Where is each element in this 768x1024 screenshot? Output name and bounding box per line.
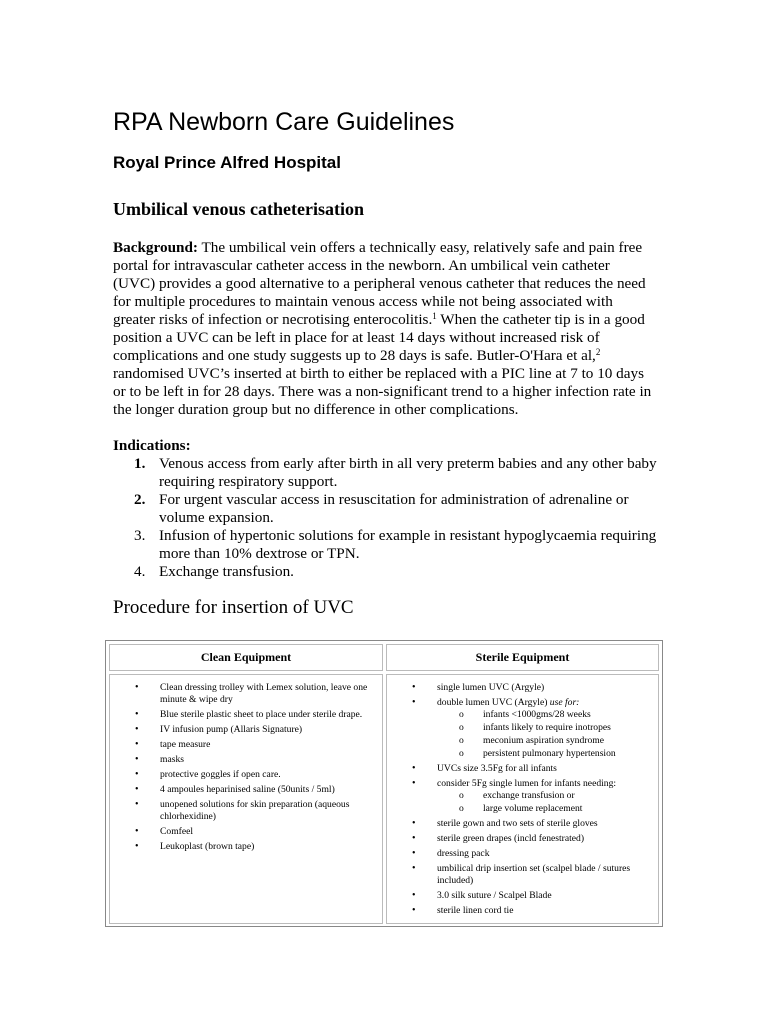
sub-list-item: o infants <1000gms/28 weeks — [459, 709, 591, 720]
page-title: RPA Newborn Care Guidelines — [113, 108, 455, 136]
reference-1: 1 — [432, 311, 437, 321]
list-item: • sterile green drapes (incld fenestrated) — [412, 833, 585, 844]
indication-number: 3. — [134, 527, 146, 544]
bullet-icon: • — [412, 778, 416, 789]
bullet-icon: • — [135, 784, 139, 795]
reference-2: 2 — [595, 347, 601, 357]
bullet-icon: • — [412, 848, 416, 859]
bullet-icon: • — [135, 739, 139, 750]
indication-number: 1. — [134, 455, 146, 472]
circle-bullet-icon: o — [459, 803, 464, 814]
indication-text: Infusion of hypertonic solutions for example in resistant hypoglycaemia requiring more than 10% dextrose or TPN. — [159, 527, 657, 562]
list-item: • 4 ampoules heparinised saline (50units / 5ml) — [135, 784, 335, 795]
sub-list-item: o infants likely to require inotropes — [459, 722, 611, 733]
list-item: • unopened solutions for skin preparation (aqueous chlorhexidine) — [135, 799, 350, 822]
bullet-icon: • — [412, 682, 416, 693]
indication-item — [113, 527, 658, 563]
sub-list-item: o large volume replacement — [459, 803, 583, 814]
sub-list-item: o meconium aspiration syndrome — [459, 735, 604, 746]
bullet-icon: • — [412, 833, 416, 844]
list-item: • sterile linen cord tie — [412, 905, 514, 916]
hospital-name: Royal Prince Alfred Hospital — [113, 153, 341, 172]
clean-equipment-list — [110, 682, 372, 856]
bullet-icon: • — [412, 905, 416, 916]
list-item: • protective goggles if open care. — [135, 769, 281, 780]
bullet-icon: • — [135, 754, 139, 765]
list-item: • Clean dressing trolley with Lemex solution, leave one minute & wipe dry — [135, 682, 368, 705]
indication-number: 4. — [134, 563, 146, 580]
list-item: • Leukoplast (brown tape) — [135, 841, 255, 852]
list-item: • UVCs size 3.5Fg for all infants — [412, 763, 557, 774]
list-item: • sterile gown and two sets of sterile gloves — [412, 818, 598, 829]
bullet-icon: • — [412, 697, 416, 708]
background-text-2: When the catheter tip is in a good position a UVC can be left in place for at least 14 days without increased risk of complications and one study suggests up to 28 days is safe. Butler-O'Hara et al, — [113, 311, 645, 364]
equipment-table — [105, 640, 663, 927]
sub-list — [437, 709, 649, 760]
bullet-icon: • — [135, 826, 139, 837]
clean-equipment-header: Clean Equipment — [109, 644, 383, 671]
sub-list — [437, 790, 649, 815]
background-label: Background: — [113, 239, 198, 256]
sterile-equipment-header: Sterile Equipment — [386, 644, 659, 671]
bullet-icon: • — [412, 890, 416, 901]
list-item: • Comfeel — [135, 826, 194, 837]
circle-bullet-icon: o — [459, 735, 464, 746]
list-item: • IV infusion pump (Allaris Signature) — [135, 724, 303, 735]
indication-item — [113, 491, 658, 527]
bullet-icon: • — [412, 863, 416, 874]
list-item: • umbilical drip insertion set (scalpel blade / sutures included) — [412, 863, 631, 886]
indication-number: 2. — [134, 491, 146, 508]
bullet-icon: • — [412, 763, 416, 774]
clean-equipment-cell — [109, 674, 383, 924]
sterile-equipment-cell — [386, 674, 659, 924]
bullet-icon: • — [135, 769, 139, 780]
list-item: • masks — [135, 754, 184, 765]
bullet-icon: • — [135, 841, 139, 852]
bullet-icon: • — [135, 682, 139, 693]
procedure-heading: Procedure for insertion of UVC — [113, 597, 354, 618]
indication-item — [113, 455, 658, 491]
section-title: Umbilical venous catheterisation — [113, 199, 364, 219]
list-item: • double lumen UVC (Argyle) use for: o infants <1000gms/28 weeks o infants likely to require inotropes o meconium aspiration syndrome o persistent pulmonary hypertension — [387, 697, 649, 760]
bullet-icon: • — [412, 818, 416, 829]
sterile-equipment-list — [387, 682, 649, 920]
sub-list-item: o persistent pulmonary hypertension — [459, 748, 616, 759]
list-item: • 3.0 silk suture / Scalpel Blade — [412, 890, 552, 901]
indications-list — [113, 455, 658, 581]
sub-list-item: o exchange transfusion or — [459, 790, 575, 801]
circle-bullet-icon: o — [459, 748, 464, 759]
indication-text: For urgent vascular access in resuscitation for administration of adrenaline or volume expansion. — [159, 491, 629, 526]
list-item: • consider 5Fg single lumen for infants needing: o exchange transfusion or o large volume replacement — [387, 778, 649, 815]
circle-bullet-icon: o — [459, 790, 464, 801]
indication-text: Exchange transfusion. — [159, 563, 294, 580]
list-item: • Blue sterile plastic sheet to place under sterile drape. — [135, 709, 363, 720]
circle-bullet-icon: o — [459, 722, 464, 733]
list-item: • single lumen UVC (Argyle) — [412, 682, 545, 693]
indications-heading: Indications: — [113, 437, 191, 454]
list-item: • tape measure — [135, 739, 211, 750]
list-item: • dressing pack — [412, 848, 490, 859]
bullet-icon: • — [135, 724, 139, 735]
background-text-1: The umbilical vein offers a technically easy, relatively safe and pain free portal for intravascular catheter access in the newborn. An umbilical vein catheter (UVC) provides a good alternative to a peripheral venous catheter that reduces the need for multiple procedures to maintain venous access while not being associated with greater risks of infection or necrotising enterocolitis. — [113, 239, 646, 328]
indication-text: Venous access from early after birth in all very preterm babies and any other baby requiring respiratory support. — [159, 455, 657, 490]
background-paragraph — [113, 239, 655, 419]
circle-bullet-icon: o — [459, 709, 464, 720]
bullet-icon: • — [135, 799, 139, 810]
background-text-3: randomised UVC’s inserted at birth to either be replaced with a PIC line at 7 to 10 days or to be left in for 28 days. There was a non-significant trend to a higher infection rate in the longer duration group but no difference in other complications. — [113, 365, 652, 418]
indication-item — [113, 563, 658, 581]
bullet-icon: • — [135, 709, 139, 720]
